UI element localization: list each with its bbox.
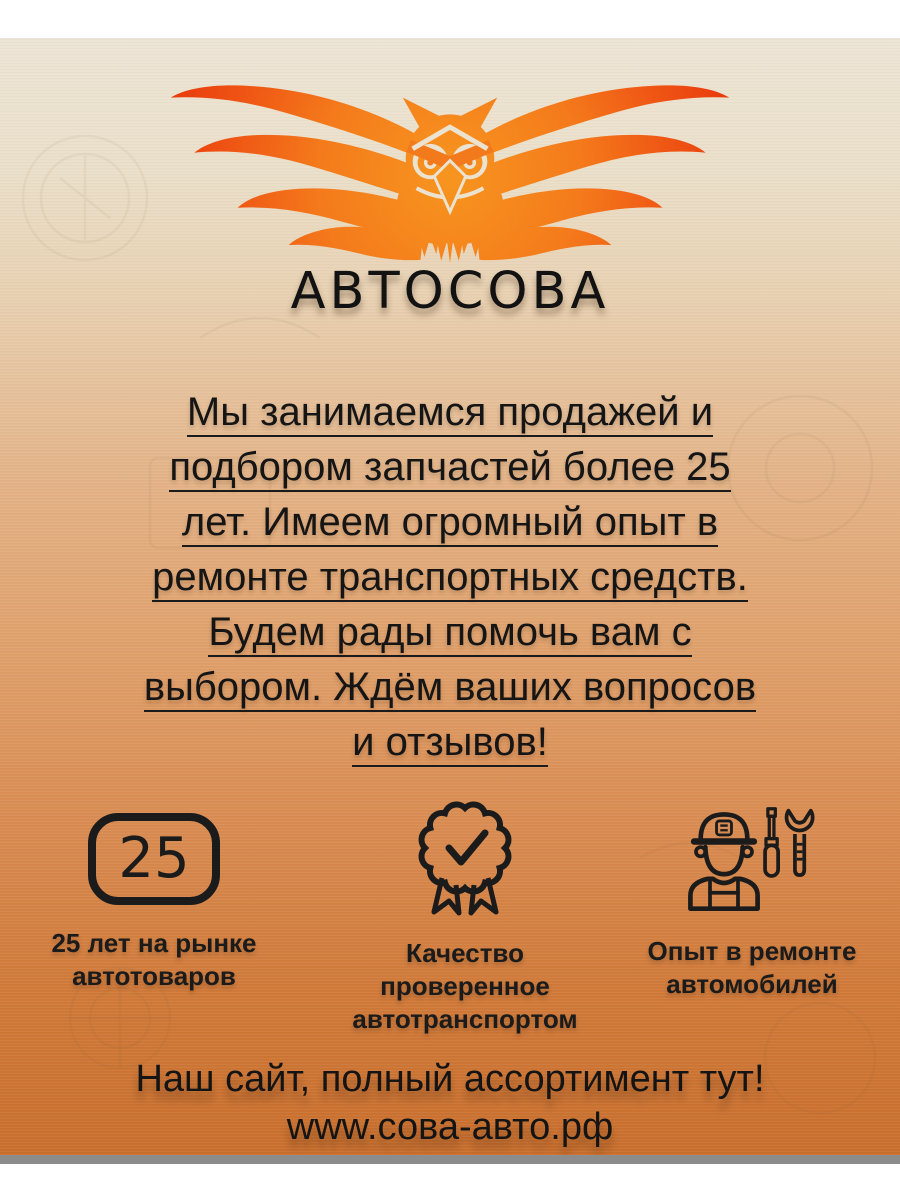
feature-25-years bbox=[20, 813, 288, 993]
feature-caption: Опыт в ремонте автомобилей bbox=[647, 936, 857, 999]
brand-title: АВТОСОВА bbox=[290, 262, 610, 321]
mechanic-with-tools-icon bbox=[682, 806, 822, 918]
feature-repair-experience bbox=[612, 806, 892, 1001]
feature-caption: 25 лет на рынке автотоваров bbox=[51, 928, 257, 991]
intro-line: Будем рады помочь вам с bbox=[60, 605, 840, 660]
bottom-divider bbox=[0, 1155, 900, 1164]
quality-award-check-icon bbox=[415, 798, 515, 926]
intro-line: лет. Имеем огромный опыт в bbox=[60, 495, 840, 550]
badge-25-value: 25 bbox=[118, 826, 190, 891]
website-url: www.сова-авто.рф bbox=[286, 1106, 614, 1148]
footer bbox=[0, 1056, 900, 1150]
gradient-panel bbox=[0, 38, 900, 1155]
intro-line: и отзывов! bbox=[60, 715, 840, 770]
feature-caption: Качество проверенное автотранспортом bbox=[352, 938, 578, 1034]
badge-25-icon bbox=[88, 813, 220, 905]
feature-quality bbox=[330, 798, 600, 1036]
intro-line: Мы занимаемся продажей и bbox=[60, 385, 840, 440]
intro-line: выбором. Ждём ваших вопросов bbox=[60, 660, 840, 715]
owl-wings-logo-icon bbox=[155, 68, 745, 265]
intro-text bbox=[60, 385, 840, 770]
footer-note: Наш сайт, полный ассортимент тут! bbox=[135, 1058, 765, 1100]
intro-line: ремонте транспортных средств. bbox=[60, 550, 840, 605]
intro-line: подбором запчастей более 25 bbox=[60, 440, 840, 495]
